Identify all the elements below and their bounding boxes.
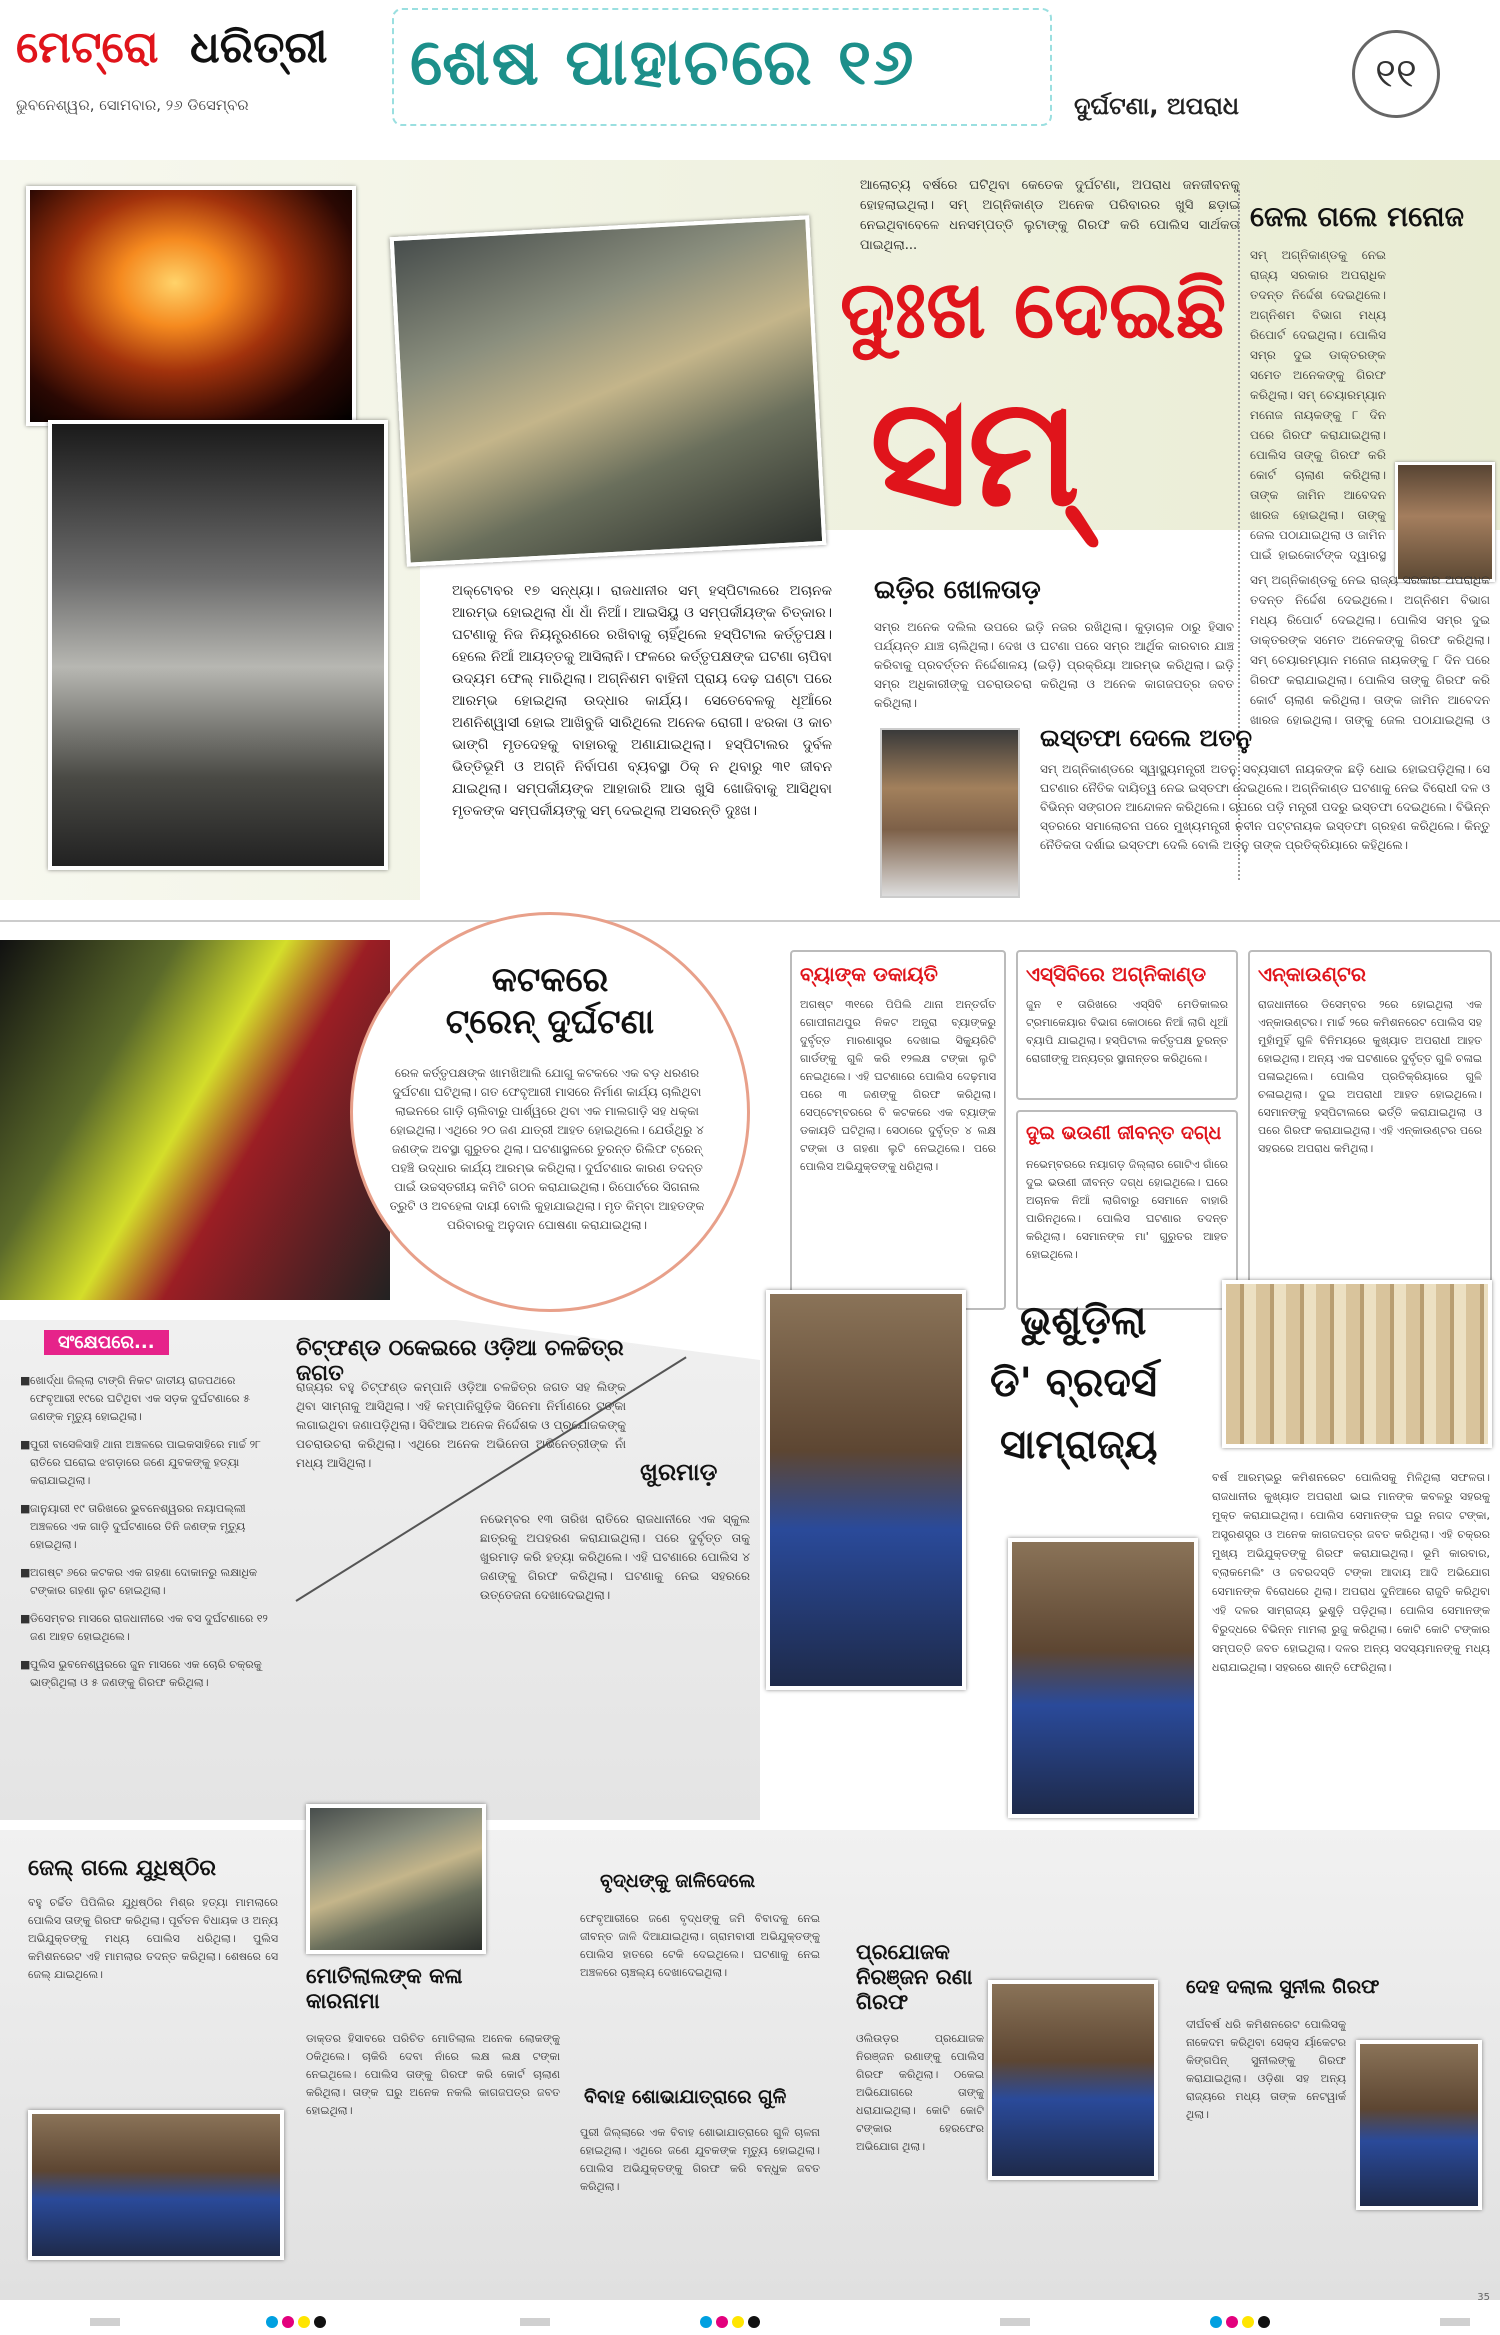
bottom-title-1: ଜେଲ୍ ଗଲେ ଯୁଧିଷ୍ଠିର xyxy=(28,1856,216,1881)
bottom-title-2: ମୋତିଲାଲଙ୍କ କଳା କାରନାମା xyxy=(306,1964,463,2013)
brand-right: ଧରିତ୍ରୀ xyxy=(190,22,328,73)
bottom-body-4: ପୁରୀ ଜିଲ୍ଲାରେ ଏକ ବିବାହ ଶୋଭାଯାତ୍ରାରେ ଗୁଳି ଚାଳନା ହୋଇଥିଲା। ଏଥିରେ ଜଣେ ଯୁବକଙ୍କ ମୃତ୍ୟୁ ହୋଇଥିଲା। ପୋଲିସ ଅଭିଯୁକ୍ତଙ୍କୁ ଗିରଫ କରି ବନ୍ଧୁକ ଜବତ କରିଥିଲା। xyxy=(580,2126,820,2193)
motilal-photo xyxy=(306,1804,486,1954)
brief-sisters-title: ଦୁଇ ଭଉଣୀ ଜୀବନ୍ତ ଦଗ୍ଧ xyxy=(1026,1122,1222,1144)
dbrothers-photo-1 xyxy=(766,1290,966,1690)
bottom-title-3: ବୃଦ୍ଧଙ୍କୁ ଜାଳିଦେଲେ xyxy=(600,1870,756,1892)
brief-scb-body: ଜୁନ ୧ ତାରିଖରେ ଏସ୍‌ସିବି ମେଡିକାଲର ଟ୍ରମାକେୟାର ବିଭାଗ କୋଠାରେ ନିଆଁ ଲାଗି ଧୂଆଁ ବ୍ୟାପି ଯାଇଥିଲା। ହସ୍ପିଟାଲ କର୍ତ୍ତୃପକ୍ଷ ତୁରନ୍ତ ରୋଗୀଙ୍କୁ ଅନ୍ୟତ୍ର ସ୍ଥାନାନ୍ତର କରିଥିଲେ। xyxy=(1026,998,1228,1065)
magenta-dot xyxy=(1226,2316,1238,2328)
divider xyxy=(0,920,1500,922)
yellow-dot xyxy=(298,2316,310,2328)
khurmad-title: ଖୁରମାଡ଼ xyxy=(640,1458,718,1486)
brief-encounter-body: ରାଜଧାନୀରେ ଡିସେମ୍ବର ୨ରେ ହୋଇଥିଲା ଏକ ଏନ୍‌କାଉଣ୍ଟର। ମାର୍ଚ୍ଚ ୨ରେ କମିଶନରେଟ ପୋଲିସ ସହ ମୁହାଁମୁହିଁ ଗୁଳି ବିନିମୟରେ କୁଖ୍ୟାତ ଅପରାଧୀ ଆହତ ହୋଇଥିଲା। ଅନ୍ୟ ଏକ ଘଟଣାରେ ଦୁର୍ବୃତ୍ତ ଗୁଳି ଚଳାଇ ପଳାଇଥିଲେ। ପୋଲିସ ପ୍ରତିକ୍ରିୟାରେ ଗୁଳି ଚଳାଇଥିଲା। ଦୁଇ ଅପରାଧୀ ଆହତ ହୋଇଥିଲେ। ସେମାନଙ୍କୁ ହସ୍ପିଟାଲରେ ଭର୍ତ୍ତି କରାଯାଇଥିଲା ଓ ପରେ ଗିରଫ କରାଯାଇଥିଲା। ଏହି ଏନ୍‌କାଉଣ୍ଟର ପରେ ସହରରେ ଅପରାଧ କମିଥିଲା। xyxy=(1258,998,1482,1155)
summary-item-text: ଖୋର୍ଦ୍ଧା ଜିଲ୍ଲା ଟାଙ୍ଗି ନିକଟ ଜାତୀୟ ରାଜପଥରେ ଫେବୃଆରୀ ୧୯ରେ ଘଟିଥିବା ଏକ ସଡ଼କ ଦୁର୍ଘଟଣାରେ ୫ ଜଣଙ୍କ ମୃତ୍ୟୁ ହୋଇଥିଲା। xyxy=(30,1374,250,1423)
sidebar-body-tail-text: ସମ୍ ଅଗ୍ନିକାଣ୍ଡକୁ ନେଇ ରାଜ୍ୟ ସରକାର ଅପରାଧିକ ତଦନ୍ତ ନିର୍ଦ୍ଦେଶ ଦେଇଥିଲେ। ଅଗ୍ନିଶମ ବିଭାଗ ମଧ୍ୟ ରିପୋର୍ଟ ଦେଇଥିଲା। ପୋଲିସ ସମ୍ର ଦୁଇ ଡାକ୍ତରଙ୍କ ସମେତ ଅନେକଙ୍କୁ ଗିରଫ କରିଥିଲା। ସମ୍ ଚେୟାରମ୍ୟାନ ମନୋଜ ନାୟକଙ୍କୁ ୮ ଦିନ ପରେ ଗିରଫ କରାଯାଇଥିଲା। ପୋଲିସ ତାଙ୍କୁ ଗିରଫ କରି କୋର୍ଟ ଚାଲାଣ କରିଥିଲା। ତାଙ୍କ ଜାମିନ ଆବେଦନ ଖାରଜ ହୋଇଥିଲା। ତାଙ୍କୁ ଜେଲ ପଠାଯାଇଥିଲା ଓ xyxy=(1250,573,1490,727)
list-item: ■ ଖୋର୍ଦ୍ଧା ଜିଲ୍ଲା ଟାଙ୍ଗି ନିକଟ ଜାତୀୟ ରାଜପଥରେ ଫେବୃଆରୀ ୧୯ରେ ଘଟିଥିବା ଏକ ସଡ଼କ ଦୁର୍ଘଟଣାରେ ୫ ଜଣଙ୍କ ମୃତ୍ୟୁ ହୋଇଥିଲା। xyxy=(20,1374,250,1423)
masthead xyxy=(0,0,1500,150)
yellow-dot xyxy=(1242,2316,1254,2328)
train-photo xyxy=(0,940,390,1300)
list-item: ■ ଜାନୁୟାରୀ ୧୯ ତାରିଖରେ ଭୁବନେଶ୍ୱରର ନୟାପଲ୍ଲୀ ଅଞ୍ଚଳରେ ଏକ ଗାଡ଼ି ଦୁର୍ଘଟଣାରେ ତିନି ଜଣଙ୍କ ମୃତ୍ୟୁ ହୋଇଥିଲା। xyxy=(20,1502,246,1551)
list-item: ■ ପୁଲିସ ଭୁବନେଶ୍ୱରରେ ଜୁନ ମାସରେ ଏକ ଚୋରି ଚକ୍ରକୁ ଭାଙ୍ଗିଥିଲା ଓ ୫ ଜଣଙ୍କୁ ଗିରଫ କରିଥିଲା। xyxy=(20,1658,262,1689)
bottom-body-5: ଓଲିଉଡ଼ର ପ୍ରଯୋଜକ ନିରଞ୍ଜନ ରଣାଙ୍କୁ ପୋଲିସ ଗିରଫ କରିଥିଲା। ଠକେଇ ଅଭିଯୋଗରେ ତାଙ୍କୁ ଧରାଯାଇଥିଲା। କୋଟି କୋଟି ଟଙ୍କାର ହେରଫେର ଅଭିଯୋଗ ଥିଲା। xyxy=(856,2032,984,2153)
black-dot xyxy=(1258,2316,1270,2328)
bottom-body-3: ଫେବୃଆରୀରେ ଜଣେ ବୃଦ୍ଧଙ୍କୁ ଜମି ବିବାଦକୁ ନେଇ ଜୀବନ୍ତ ଜାଳି ଦିଆଯାଇଥିଲା। ଗ୍ରାମବାସୀ ଅଭିଯୁକ୍ତଙ୍କୁ ପୋଲିସ ହାତରେ ଟେକି ଦେଇଥିଲେ। ଘଟଣାକୁ ନେଇ ଅଞ୍ଚଳରେ ଚାଞ୍ଚଲ୍ୟ ଦେଖାଦେଇଥିଲା। xyxy=(580,1912,820,1979)
yudhisthir-photo xyxy=(28,2110,284,2260)
dbrothers-photo-2 xyxy=(1008,1538,1198,1818)
summary-item-text: ପୁରୀ ବାସେଳିସାହି ଥାନା ଅଞ୍ଚଳରେ ପାଇକସାହିରେ ମାର୍ଚ୍ଚ ୨୮ ରାତିରେ ଘରୋଇ ଝଗଡ଼ାରେ ଜଣେ ଯୁବକଙ୍କୁ ହତ୍ୟା କରାଯାଇଥିଲା। xyxy=(30,1438,261,1487)
brief-bank-title: ବ୍ୟାଙ୍କ ଡକାୟତି xyxy=(800,962,938,986)
yellow-dot xyxy=(732,2316,744,2328)
summary-item-text: ପୁଲିସ ଭୁବନେଶ୍ୱରରେ ଜୁନ ମାସରେ ଏକ ଚୋରି ଚକ୍ରକୁ ଭାଙ୍ଗିଥିଲା ଓ ୫ ଜଣଙ୍କୁ ଗିରଫ କରିଥିଲା। xyxy=(30,1658,262,1689)
train-body: ରେଳ କର୍ତ୍ତୃପକ୍ଷଙ୍କ ଖାମଖିଆଲି ଯୋଗୁ କଟକରେ ଏକ ବଡ଼ ଧରଣର ଦୁର୍ଘଟଣା ଘଟିଥିଲା। ଗତ ଫେବୃଆରୀ ମାସରେ ନିର୍ମାଣ କାର୍ଯ୍ୟ ଚାଲିଥିବା ଲାଇନରେ ଗାଡ଼ି ଚାଲିବାରୁ ପାର୍ଶ୍ୱରେ ଥିବା ଏକ ମାଲଗାଡ଼ି ସହ ଧକ୍କା ହୋଇଥିଲା। ଏଥିରେ ୨୦ ଜଣ ଯାତ୍ରୀ ଆହତ ହୋଇଥିଲେ। ଯେଉଁଥିରୁ ୪ ଜଣଙ୍କ ଅବସ୍ଥା ଗୁରୁତର ଥିଲା। ଘଟଣାସ୍ଥଳରେ ତୁରନ୍ତ ରିଲିଫ ଟ୍ରେନ୍ ପହଞ୍ଚି ଉଦ୍ଧାର କାର୍ଯ୍ୟ ଆରମ୍ଭ କରିଥିଲା। ଦୁର୍ଘଟଣାର କାରଣ ତଦନ୍ତ ପାଇଁ ଉଚ୍ଚସ୍ତରୀୟ କମିଟି ଗଠନ କରାଯାଇଥିଲା। ରିପୋର୍ଟରେ ସିଗନାଲ ତ୍ରୁଟି ଓ ଅବହେଳା ଦାୟୀ ବୋଲି କୁହାଯାଇଥିଲା। ମୃତ କିମ୍ବା ଆହତଙ୍କ ପରିବାରକୁ ଅନୁଦାନ ଘୋଷଣା କରାଯାଇଥିଲା। xyxy=(389,1066,705,1232)
registration-bar xyxy=(1440,2318,1470,2326)
registration-bar xyxy=(1000,2318,1030,2326)
dbrothers-title-1: ଭୁଶୁଡ଼ିଲା xyxy=(1020,1298,1147,1344)
list-item: ■ ଡିସେମ୍ବର ମାସରେ ରାଜଧାନୀରେ ଏକ ବସ ଦୁର୍ଘଟଣାରେ ୧୨ ଜଣ ଆହତ ହୋଇଥିଲେ। xyxy=(20,1612,268,1643)
banner-title: ଶେଷ ପାହାଚରେ ୧୬ xyxy=(410,26,916,100)
train-title-1: କଟକରେ xyxy=(491,960,609,1000)
brief-encounter-title: ଏନ୍‌କାଉଣ୍ଟର xyxy=(1258,962,1366,986)
atanu-sub-body: ସମ୍ ଅଗ୍ନିକାଣ୍ଡରେ ସ୍ୱାସ୍ଥ୍ୟମନ୍ତ୍ରୀ ଅତନୁ ସବ୍ୟସାଚୀ ନାୟକଙ୍କ ଛଡ଼ି ଧୋଇ ହୋଇପଡ଼ିଥିଲା। ସେ ଘଟଣାର ନୈତିକ ଦାୟିତ୍ୱ ନେଇ ଇସ୍ତଫା ଦେଇଥିଲେ। ଅଗ୍ନିକାଣ୍ଡ ଘଟଣାକୁ ନେଇ ବିରୋଧୀ ଦଳ ଓ ବିଭିନ୍ନ ସଙ୍ଗଠନ ଆନ୍ଦୋଳନ କରିଥିଲେ। ଚାପରେ ପଡ଼ି ମନ୍ତ୍ରୀ ପଦରୁ ଇସ୍ତଫା ଦେଇଥିଲେ। ବିଭିନ୍ନ ସ୍ତରରେ ସମାଲୋଚନା ପରେ ମୁଖ୍ୟମନ୍ତ୍ରୀ ନବୀନ ପଟ୍ଟନାୟକ ଇସ୍ତଫା ଗ୍ରହଣ କରିଥିଲେ। କିନ୍ତୁ ନୈତିକତା ଦର୍ଶାଇ ଇସ୍ତଫା ଦେଲି ବୋଲି ଅତନୁ ତାଙ୍କ ପ୍ରତିକ୍ରିୟାରେ କହିଥିଲେ। xyxy=(1040,762,1490,852)
summary-label: ସଂକ୍ଷେପରେ... xyxy=(44,1330,169,1355)
section-label: ଦୁର୍ଘଟଣା, ଅପରାଧ xyxy=(1074,92,1240,120)
chitfund-body: ରାଜ୍ୟର ବହୁ ଚିଟ୍‌ଫଣ୍ଡ କମ୍ପାନି ଓଡ଼ିଆ ଚଳଚ୍ଚିତ୍ର ଜଗତ ସହ ଲିଙ୍କ ଥିବା ସାମ୍ନାକୁ ଆସିଥିଲା। ଏହି କମ୍ପାନିଗୁଡ଼ିକ ସିନେମା ନିର୍ମାଣରେ ଟଙ୍କା ଲଗାଇଥିବା ଜଣାପଡ଼ିଥିଲା। ସିବିଆଇ ଅନେକ ନିର୍ଦ୍ଦେଶକ ଓ ପ୍ରଯୋଜକଙ୍କୁ ପଚରାଉଚରା କରିଥିଲା। ଏଥିରେ ଅନେକ ଅଭିନେତା ଅଭିନେତ୍ରୀଙ୍କ ନାଁ ମଧ୍ୟ ଆସିଥିଲା। xyxy=(296,1380,626,1470)
page-number: ୧୧ xyxy=(1352,30,1440,118)
list-item: ■ ଅଗଷ୍ଟ ୬ରେ କଟକର ଏକ ଗହଣା ଦୋକାନରୁ ଲକ୍ଷାଧିକ ଟଙ୍କାର ଗହଣା ଲୁଟ ହୋଇଥିଲା। xyxy=(20,1566,258,1597)
cyan-dot xyxy=(1210,2316,1222,2328)
ed-sub-body: ସମ୍ର ଅନେକ ଦଲିଲ ଉପରେ ଇଡ଼ି ନଜର ରଖିଥିଲା। କୁଡ଼ାଚାଳ ଠାରୁ ହିସାବ ପର୍ଯ୍ୟନ୍ତ ଯାଞ୍ଚ ଚାଲିଥିଲା। ଦେଖ ଓ ଘଟଣା ପରେ ସମ୍ର ଆର୍ଥିକ କାରବାର ଯାଞ୍ଚ କରିବାକୁ ପ୍ରବର୍ତ୍ତନ ନିର୍ଦ୍ଦେଶାଳୟ (ଇଡ଼ି) ପ୍ରକ୍ରିୟା ଆରମ୍ଭ କରିଥିଲା। ଇଡ଼ି ସମ୍ର ଅଧିକାରୀଙ୍କୁ ପଚରାଉଚରା କରିଥିଲା ଓ ଅନେକ କାଗଜପତ୍ର ଜବତ କରିଥିଲା। xyxy=(874,620,1234,710)
khurmad-body: ନଭେମ୍ବର ୧୩ ତାରିଖ ରାତିରେ ରାଜଧାନୀରେ ଏକ ସ୍କୁଲ ଛାତ୍ରକୁ ଅପହରଣ କରାଯାଇଥିଲା। ପରେ ଦୁର୍ବୃତ୍ତ ତାକୁ ଖୁରମାଡ଼ କରି ହତ୍ୟା କରିଥିଲେ। ଏହି ଘଟଣାରେ ପୋଲିସ ୪ ଜଣଙ୍କୁ ଗିରଫ କରିଥିଲା। ଘଟଣାକୁ ନେଇ ସହରରେ ଉତ୍ତେଜନା ଦେଖାଦେଇଥିଲା। xyxy=(480,1512,750,1602)
fire-photo xyxy=(26,186,356,426)
smoke-photo xyxy=(48,420,388,870)
bottom-title-4: ବିବାହ ଶୋଭାଯାତ୍ରାରେ ଗୁଳି xyxy=(584,2086,787,2108)
registration-bar xyxy=(90,2318,120,2326)
manoj-photo xyxy=(1395,462,1495,582)
registration-bar xyxy=(520,2318,550,2326)
black-dot xyxy=(748,2316,760,2328)
bottom-body-2: ଡାକ୍ତର ହିସାବରେ ପରିଚିତ ମୋତିଲାଲ ଅନେକ ଲୋକଙ୍କୁ ଠକିଥିଲେ। ଚାକିରି ଦେବା ନାଁରେ ଲକ୍ଷ ଲକ୍ଷ ଟଙ୍କା ନେଇଥିଲେ। ପୋଲିସ ତାଙ୍କୁ ଗିରଫ କରି କୋର୍ଟ ଚାଲାଣ କରିଥିଲା। ତାଙ୍କ ଘରୁ ଅନେକ ନକଲି କାଗଜପତ୍ର ଜବତ ହୋଇଥିଲା। xyxy=(306,2032,560,2117)
summary-item-text: ଡିସେମ୍ବର ମାସରେ ରାଜଧାନୀରେ ଏକ ବସ ଦୁର୍ଘଟଣାରେ ୧୨ ଜଣ ଆହତ ହୋଇଥିଲେ। xyxy=(30,1612,268,1643)
lead-intro: ଆଲୋଚ୍ୟ ବର୍ଷରେ ଘଟିଥିବା କେତେକ ଦୁର୍ଘଟଣା, ଅପରାଧ ଜନଜୀବନକୁ ହୋହଲାଇଥିଲା। ସମ୍ ଅଗ୍ନିକାଣ୍ଡ ଅନେକ ପରିବାରର ଖୁସି ଛଡ଼ାଇ ନେଇଥିବାବେଳେ ଧନସମ୍ପତ୍ତି ଲୁଟାଙ୍କୁ ଗିରଫ କରି ପୋଲିସ ସାର୍ଥକତା ପାଇଥିଲା... xyxy=(860,178,1240,253)
brief-sisters-body: ନଭେମ୍ବରରେ ନୟାଗଡ଼ ଜିଲ୍ଲାର ଗୋଟିଏ ଗାଁରେ ଦୁଇ ଭଉଣୀ ଜୀବନ୍ତ ଦଗ୍ଧ ହୋଇଥିଲେ। ଘରେ ଅଚାନକ ନିଆଁ ଲାଗିବାରୁ ସେମାନେ ବାହାରି ପାରିନଥିଲେ। ପୋଲିସ ଘଟଣାର ତଦନ୍ତ କରିଥିଲା। ସେମାନଙ୍କ ମା' ଗୁରୁତର ଆହତ ହୋଇଥିଲେ। xyxy=(1026,1158,1228,1261)
page-mark: 35 xyxy=(1477,2292,1490,2303)
ed-sub-title: ଇଡ଼ିର ଖୋଳତାଡ଼ xyxy=(874,575,1041,605)
bottom-title-6: ଦେହ ଦଲାଲ ସୁନୀଲ ଗିରଫ xyxy=(1186,1976,1380,1998)
bottom-body-1: ବହୁ ଚର୍ଚ୍ଚିତ ପିପିଲିର ଯୁଧିଷ୍ଠିର ମିଶ୍ର ହତ୍ୟା ମାମଲାରେ ପୋଲିସ ତାଙ୍କୁ ଗିରଫ କରିଥିଲା। ପୂର୍ବତନ ବିଧାୟକ ଓ ଅନ୍ୟ ଅଭିଯୁକ୍ତଙ୍କୁ ମଧ୍ୟ ପୋଲିସ ଧରିଥିଲା। ପୁଲିସ କମିଶନରେଟ ଏହି ମାମଲାର ତଦନ୍ତ କରିଥିଲା। ଶେଷରେ ସେ ଜେଲ୍ ଯାଇଥିଲେ। xyxy=(28,1896,278,1981)
sunil-photo xyxy=(1356,2040,1482,2210)
magenta-dot xyxy=(282,2316,294,2328)
dbrothers-title-3: ସାମ୍ରାଜ୍ୟ xyxy=(1000,1422,1158,1468)
list-item: ■ ପୁରୀ ବାସେଳିସାହି ଥାନା ଅଞ୍ଚଳରେ ପାଇକସାହିରେ ମାର୍ଚ୍ଚ ୨୮ ରାତିରେ ଘରୋଇ ଝଗଡ଼ାରେ ଜଣେ ଯୁବକଙ୍କୁ ହତ୍ୟା କରାଯାଇଥିଲା। xyxy=(20,1438,261,1487)
lead-body: ଅକ୍ଟୋବର ୧୭ ସନ୍ଧ୍ୟା। ରାଜଧାନୀର ସମ୍ ହସ୍ପିଟାଲରେ ଅଚାନକ ଆରମ୍ଭ ହୋଇଥିଲା ଧାଁ ଧାଁ ନିଆଁ। ଆଇସିୟୁ ଓ ସମ୍ପର୍କୀୟଙ୍କ ଚିତ୍କାର। ଘଟଣାକୁ ନିଜ ନିୟନ୍ତ୍ରଣରେ ରଖିବାକୁ ଚାହିଁଥିଲେ ହସ୍ପିଟାଲ କର୍ତ୍ତୃପକ୍ଷ। ହେଲେ ନିଆଁ ଆୟତ୍ତକୁ ଆସିଲାନି। ଫଳରେ କର୍ତ୍ତୃପକ୍ଷଙ୍କ ଘଟଣା ଚାପିବା ଉଦ୍ୟମ ଫେଲ୍ ମାରିଥିଲା। ଅଗ୍ନିଶମ ବାହିନୀ ପ୍ରାୟ ଦେଢ଼ ଘଣ୍ଟା ପରେ ଆରମ୍ଭ ହୋଇଥିଲା ଉଦ୍ଧାର କାର୍ଯ୍ୟ। ସେତେବେଳକୁ ଧୂଆଁରେ ଅଣନିଶ୍ୱାସୀ ହୋଇ ଆଖିବୁଜି ସାରିଥିଲେ ଅନେକ ରୋଗୀ। ଝରକା ଓ କାଚ ଭାଙ୍ଗି ମୃତଦେହକୁ ବାହାରକୁ ଅଣାଯାଇଥିଲା। ହସ୍ପିଟାଲର ଦୁର୍ବଳ ଭିତ୍ତିଭୂମି ଓ ଅଗ୍ନି ନିର୍ବାପଣ ବ୍ୟବସ୍ଥା ଠିକ୍ ନ ଥିବାରୁ ୩୧ ଜୀବନ ଯାଇଥିଲା। ସମ୍ପର୍କୀୟଙ୍କ ଆହାଜାରି ଆଉ ଖୁସି ଖୋଜିବାକୁ ଆସିଥିବା ମୃତକଙ୍କ ସମ୍ପର୍କୀୟଙ୍କୁ ସମ୍ ଦେଇଥିଲା ଅସରନ୍ତି ଦୁଃଖ। xyxy=(452,583,832,819)
dateline: ଭୁବନେଶ୍ୱର, ସୋମବାର, ୨୬ ଡିସେମ୍ବର xyxy=(16,96,249,114)
dbrothers-body: ବର୍ଷ ଆରମ୍ଭରୁ କମିଶନରେଟ ପୋଲିସକୁ ମିଳିଥିଲା ସଫଳତା। ରାଜଧାନୀର କୁଖ୍ୟାତ ଅପରାଧୀ ଭାଇ ମାନଙ୍କ କବଳରୁ ସହରକୁ ମୁକ୍ତ କରାଯାଇଥିଲା। ପୋଲିସ ସେମାନଙ୍କ ଘରୁ ନଗଦ ଟଙ୍କା, ଅସ୍ତ୍ରଶସ୍ତ୍ର ଓ ଅନେକ କାଗଜପତ୍ର ଜବତ କରିଥିଲା। ଏହି ଚକ୍ରର ମୁଖ୍ୟ ଅଭିଯୁକ୍ତଙ୍କୁ ଗିରଫ କରାଯାଇଥିଲା। ଭୂମି କାରବାର, ବ୍ଲାକମେଲିଂ ଓ ଜବରଦସ୍ତି ଟଙ୍କା ଆଦାୟ ଆଦି ଅଭିଯୋଗ ସେମାନଙ୍କ ବିରୋଧରେ ଥିଲା। ଅପରାଧ ଦୁନିଆରେ ରାଜୁତି କରିଥିବା ଏହି ଦଳର ସାମ୍ରାଜ୍ୟ ଭୁଶୁଡ଼ି ପଡ଼ିଥିଲା। ପୋଲିସ ସେମାନଙ୍କ ବିରୁଦ୍ଧରେ ବିଭିନ୍ନ ମାମଲା ରୁଜୁ କରିଥିଲା। କୋଟି କୋଟି ଟଙ୍କାର ସମ୍ପତ୍ତି ଜବତ ହୋଇଥିଲା। ଦଳର ଅନ୍ୟ ସଦସ୍ୟମାନଙ୍କୁ ମଧ୍ୟ ଧରାଯାଇଥିଲା। ସହରରେ ଶାନ୍ତି ଫେରିଥିଲା। xyxy=(1212,1471,1490,1674)
brief-bank-body: ଅଗଷ୍ଟ ୩୧ରେ ପିପିଲି ଥାନା ଅନ୍ତର୍ଗତ ଗୋପୀନାଥପୁର ନିକଟ ଅନ୍ଧ୍ରା ବ୍ୟାଙ୍କରୁ ଦୁର୍ବୃତ୍ତ ମାରଣାସ୍ତ୍ର ଦେଖାଇ ସିକ୍ୟୁରିଟି ଗାର୍ଡଙ୍କୁ ଗୁଳି କରି ୧୨ଲକ୍ଷ ଟଙ୍କା ଲୁଟି ନେଇଥିଲେ। ଏହି ଘଟଣାରେ ପୋଲିସ ଦେଢ଼ମାସ ପରେ ୩ ଜଣଙ୍କୁ ଗିରଫ କରିଥିଲା। ସେପ୍ଟେମ୍ବରରେ ବି କଟକରେ ଏକ ବ୍ୟାଙ୍କ ଡକାୟତି ଘଟିଥିଲା। ସେଠାରେ ଦୁର୍ବୃତ୍ତ ୪ ଲକ୍ଷ ଟଙ୍କା ଓ ଗହଣା ଲୁଟି ନେଇଥିଲେ। ପରେ ପୋଲିସ ଅଭିଯୁକ୍ତଙ୍କୁ ଧରିଥିଲା। xyxy=(800,998,996,1173)
dbrothers-title-2: ଡି' ବ୍ରଦର୍ସ xyxy=(990,1360,1158,1406)
cyan-dot xyxy=(266,2316,278,2328)
sidebar-body: ସମ୍ ଅଗ୍ନିକାଣ୍ଡକୁ ନେଇ ରାଜ୍ୟ ସରକାର ଅପରାଧିକ ତଦନ୍ତ ନିର୍ଦ୍ଦେଶ ଦେଇଥିଲେ। ଅଗ୍ନିଶମ ବିଭାଗ ମଧ୍ୟ ରିପୋର୍ଟ ଦେଇଥିଲା। ପୋଲିସ ସମ୍ର ଦୁଇ ଡାକ୍ତରଙ୍କ ସମେତ ଅନେକଙ୍କୁ ଗିରଫ କରିଥିଲା। ସମ୍ ଚେୟାରମ୍ୟାନ ମନୋଜ ନାୟକଙ୍କୁ ୮ ଦିନ ପରେ ଗିରଫ କରାଯାଇଥିଲା। ପୋଲିସ ତାଙ୍କୁ ଗିରଫ କରି କୋର୍ଟ ଚାଲାଣ କରିଥିଲା। ତାଙ୍କ ଜାମିନ ଆବେଦନ ଖାରଜ ହୋଇଥିଲା। ତାଙ୍କୁ ଜେଲ ପଠାଯାଇଥିଲା ଓ ଜାମିନ ପାଇଁ ହାଇକୋର୍ଟଙ୍କ ଦ୍ୱାରସ୍ଥ xyxy=(1250,248,1386,562)
summary-list xyxy=(20,1372,280,1702)
train-title-2: ଟ୍ରେନ୍ ଦୁର୍ଘଟଣା xyxy=(445,1002,655,1042)
niranjan-photo xyxy=(988,1980,1158,2180)
black-dot xyxy=(314,2316,326,2328)
sidebar-title: ଜେଲ ଗଲେ ମନୋଜ xyxy=(1250,200,1464,233)
cyan-dot xyxy=(700,2316,712,2328)
chitfund-title: ଚିଟ୍‌ଫଣ୍ଡ ଠକେଇରେ ଓଡ଼ିଆ ଚଳଚ୍ଚିତ୍ର ଜଗତ xyxy=(296,1336,624,1386)
lead-headline-big: ସମ୍ xyxy=(870,366,1081,540)
seized-cash-photo xyxy=(1222,1280,1492,1448)
summary-item-text: ଅଗଷ୍ଟ ୬ରେ କଟକର ଏକ ଗହଣା ଦୋକାନରୁ ଲକ୍ଷାଧିକ ଟଙ୍କାର ଗହଣା ଲୁଟ ହୋଇଥିଲା। xyxy=(30,1566,258,1597)
summary-item-text: ଜାନୁୟାରୀ ୧୯ ତାରିଖରେ ଭୁବନେଶ୍ୱରର ନୟାପଲ୍ଲୀ ଅଞ୍ଚଳରେ ଏକ ଗାଡ଼ି ଦୁର୍ଘଟଣାରେ ତିନି ଜଣଙ୍କ ମୃତ୍ୟୁ ହୋଇଥିଲା। xyxy=(30,1502,246,1551)
atanu-sub-title: ଇସ୍ତଫା ଦେଲେ ଅତନୁ xyxy=(1040,724,1252,752)
sidebar-body-tail xyxy=(1250,570,1490,730)
bottom-title-5: ପ୍ରଯୋଜକ ନିରଞ୍ଜନ ରଣା ଗିରଫ xyxy=(856,1940,973,2014)
brief-scb-title: ଏସ୍‌ସିବିରେ ଅଗ୍ନିକାଣ୍ଡ xyxy=(1026,962,1207,986)
magenta-dot xyxy=(716,2316,728,2328)
atanu-photo xyxy=(880,728,1020,898)
brand-left: ମେଟ୍ରୋ xyxy=(16,22,159,73)
lead-headline-top: ଦୁଃଖ ଦେଇଛି xyxy=(840,263,1227,356)
bottom-body-6: ଦୀର୍ଘବର୍ଷ ଧରି କମିଶନରେଟ ପୋଲିସକୁ ନାକେଦମ କରିଥିବା ସେକ୍ସ ର୍ୟାକେଟର କିଙ୍ଗପିନ୍ ସୁନୀଲଙ୍କୁ ଗିରଫ କରାଯାଇଥିଲା। ଓଡ଼ିଶା ସହ ଅନ୍ୟ ରାଜ୍ୟରେ ମଧ୍ୟ ତାଙ୍କ ନେଟୱାର୍କ ଥିଲା। xyxy=(1186,2018,1346,2121)
rescue-photo xyxy=(390,215,827,567)
